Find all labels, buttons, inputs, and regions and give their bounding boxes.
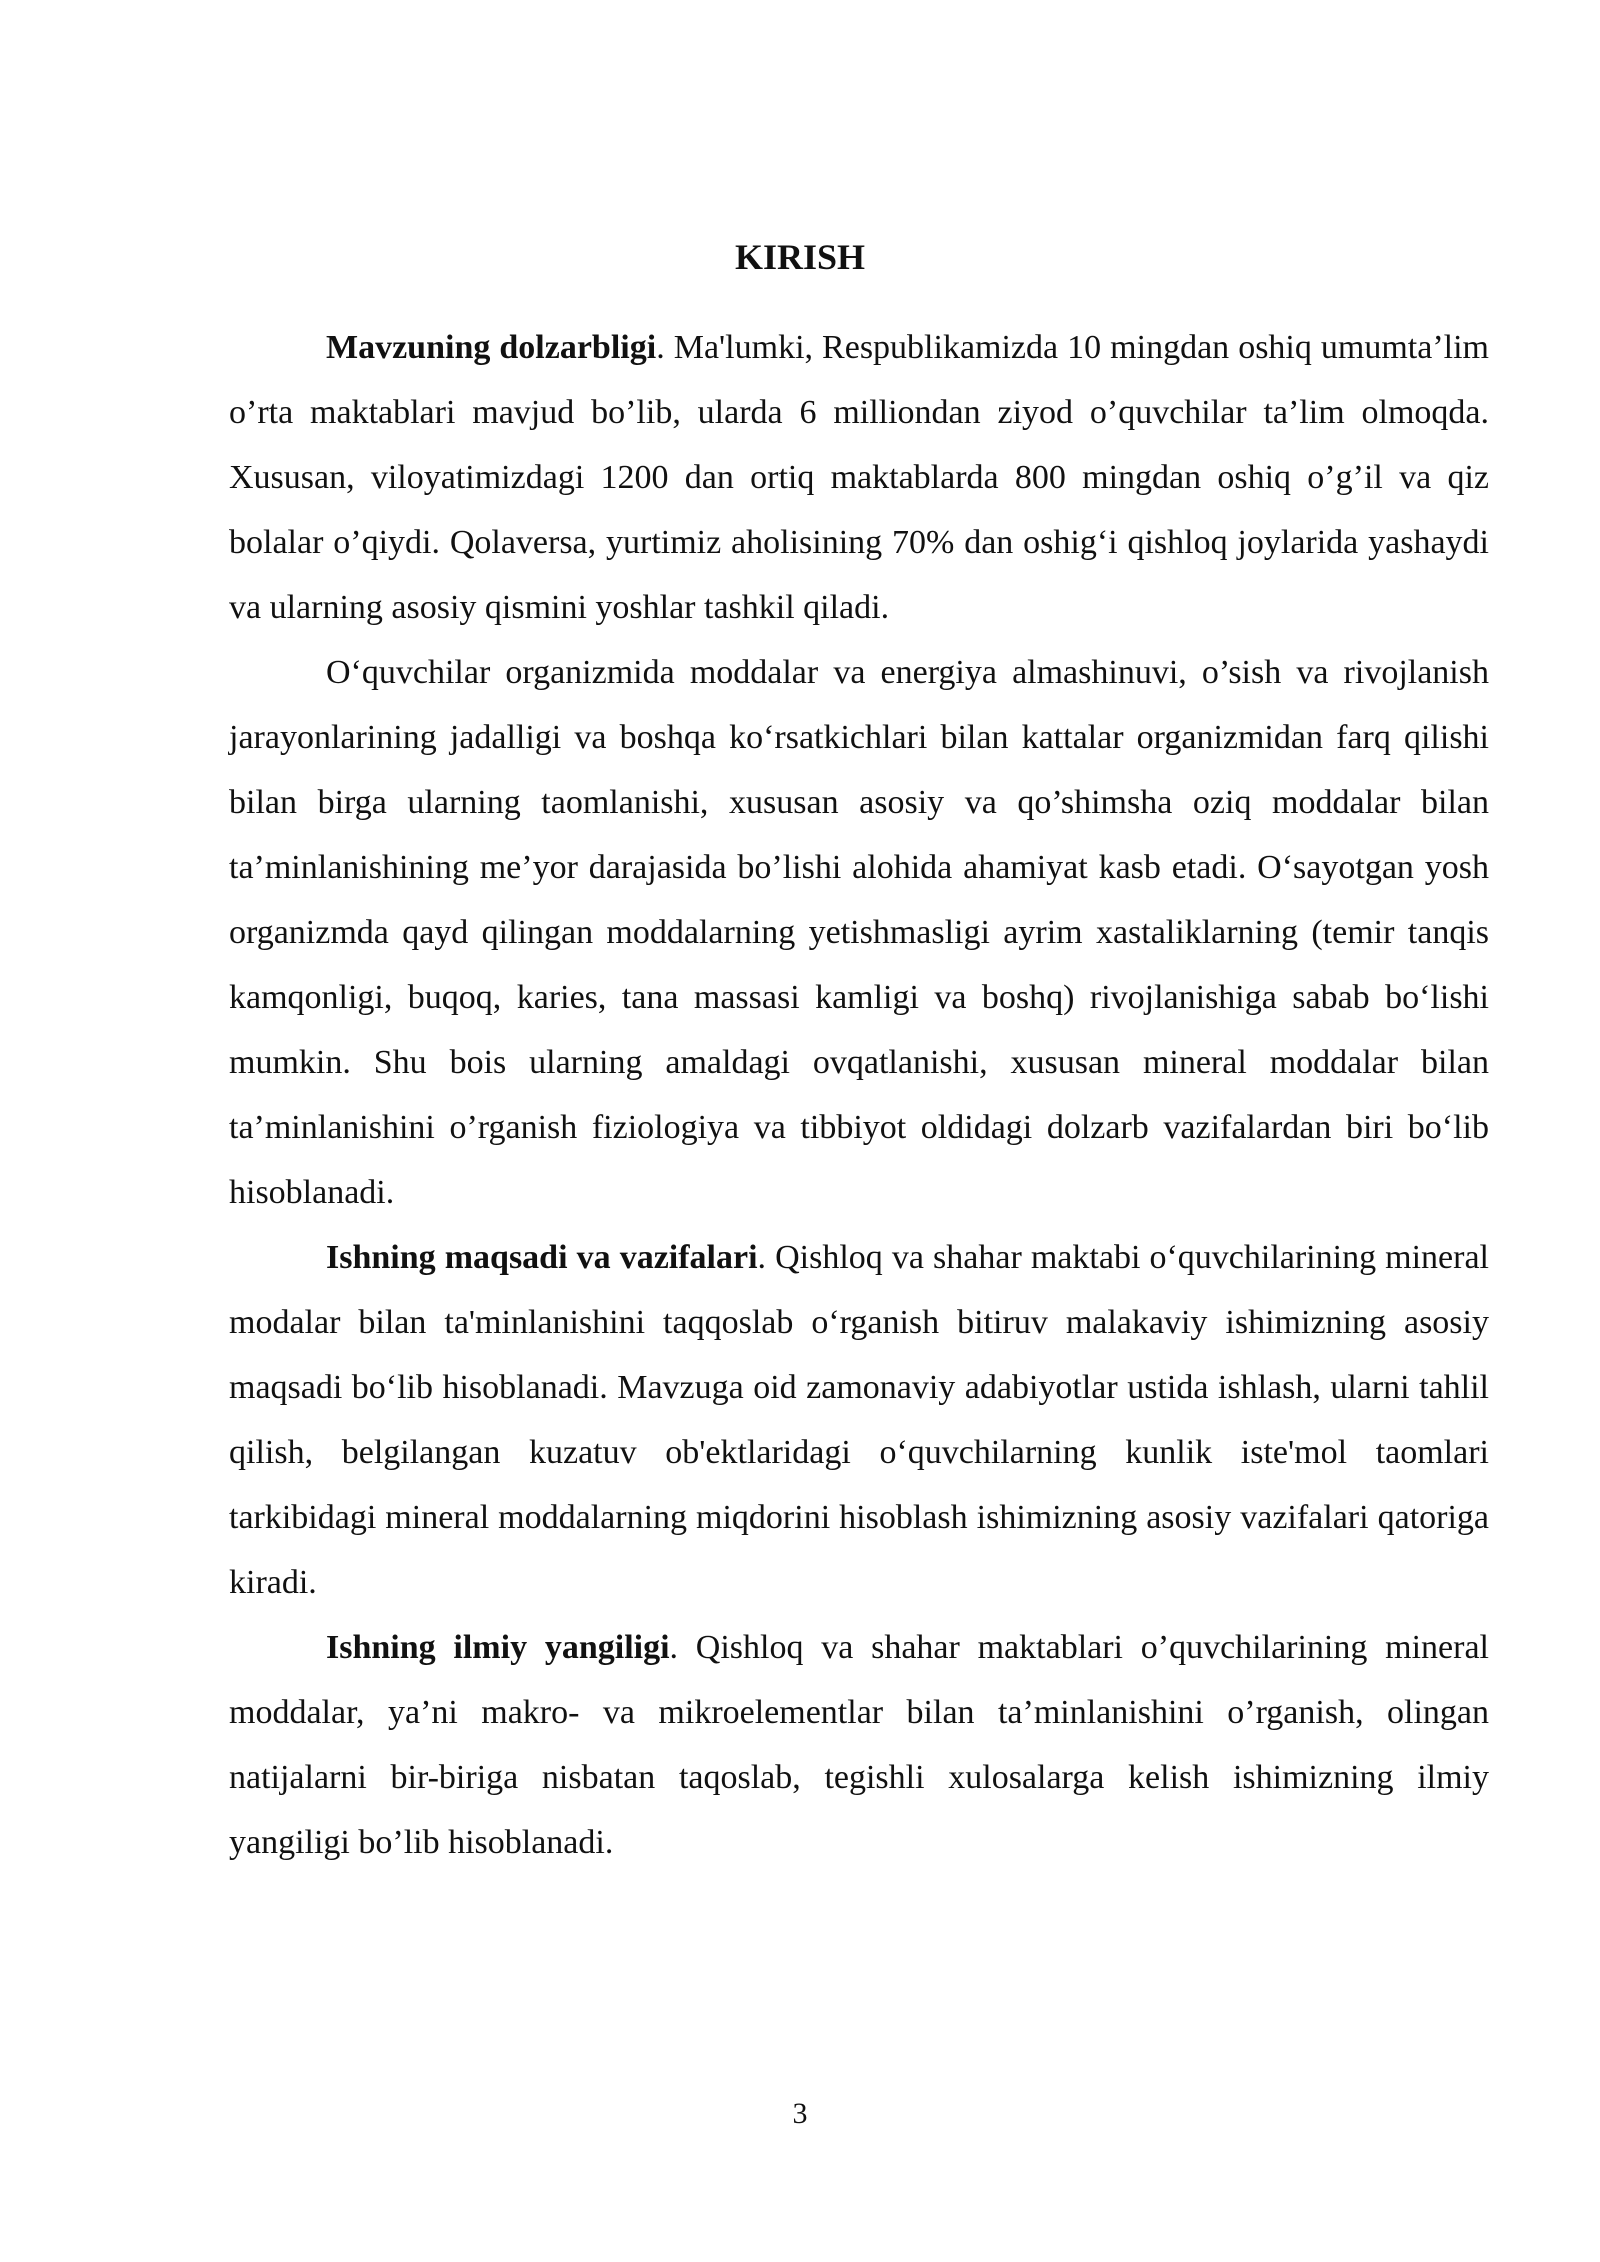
body-text [229, 315, 1489, 1875]
paragraph-lead: Ishning ilmiy yangiligi [326, 1629, 670, 1666]
paragraph-text: . Ma'lumki, Respublikamizda 10 mingdan oshiq umumta’lim o’rta maktablari mavjud bo’lib, ularda 6 milliondan ziyod o’quvchilar ta’lim olmoqda. Xususan, viloyatimizdagi 1200 dan ortiq maktablarda 800 mingdan oshiq o’g’il va qiz bolalar o’qiydi. Qolaversa, yurtimiz aholisining 70% dan oshig‘i qishloq joylarida yashaydi va ularning asosiy qismini yoshlar tashkil qiladi. [229, 329, 1489, 626]
paragraph-relevance [229, 315, 1489, 640]
paragraph-text: . Qishloq va shahar maktablari o’quvchilarining mineral moddalar, ya’ni makro- va mikroelementlar bilan ta’minlanishini o’rganish, olingan natijalarni bir-biriga nisbatan taqoslab, tegishli xulosalarga kelish ishimizning ilmiy yangiligi bo’lib hisoblanadi. [229, 1629, 1489, 1861]
paragraph-lead: Ishning maqsadi va vazifalari [326, 1239, 758, 1276]
paragraph-goals [229, 1225, 1489, 1615]
paragraph-metabolism [229, 640, 1489, 1225]
paragraph-novelty [229, 1615, 1489, 1875]
paragraph-text: . Qishloq va shahar maktabi o‘quvchilarining mineral modalar bilan ta'minlanishini taqqoslab o‘rganish bitiruv malakaviy ishimizning asosiy maqsadi bo‘lib hisoblanadi. Mavzuga oid zamonaviy adabiyotlar ustida ishlash, ularni tahlil qilish, belgilangan kuzatuv ob'ektlaridagi o‘quvchilarning kunlik iste'mol taomlari tarkibidagi mineral moddalarning miqdorini hisoblash ishimizning asosiy vazifalari qatoriga kiradi. [229, 1239, 1489, 1601]
page-number: 3 [792, 2097, 808, 2130]
paragraph-lead: Mavzuning dolzarbligi [326, 329, 657, 366]
section-heading: KIRISH [734, 237, 866, 277]
paragraph-text: O‘quvchilar organizmida moddalar va energiya almashinuvi, o’sish va rivojlanish jarayonlarining jadalligi va boshqa ko‘rsatkichlari bilan kattalar organizmidan farq qilishi bilan birga ularning taomlanishi, xususan asosiy va qo’shimsha oziq moddalar bilan ta’minlanishining me’yor darajasida bo’lishi alohida ahamiyat kasb etadi. O‘sayotgan yosh organizmda qayd qilingan moddalarning yetishmasligi ayrim xastaliklarning (temir tanqis kamqonligi, buqoq, karies, tana massasi kamligi va boshq) rivojlanishiga sabab bo‘lishi mumkin. Shu bois ularning amaldagi ovqatlanishi, xususan mineral moddalar bilan ta’minlanishini o’rganish fiziologiya va tibbiyot oldidagi dolzarb vazifalardan biri bo‘lib hisoblanadi. [229, 654, 1489, 1211]
